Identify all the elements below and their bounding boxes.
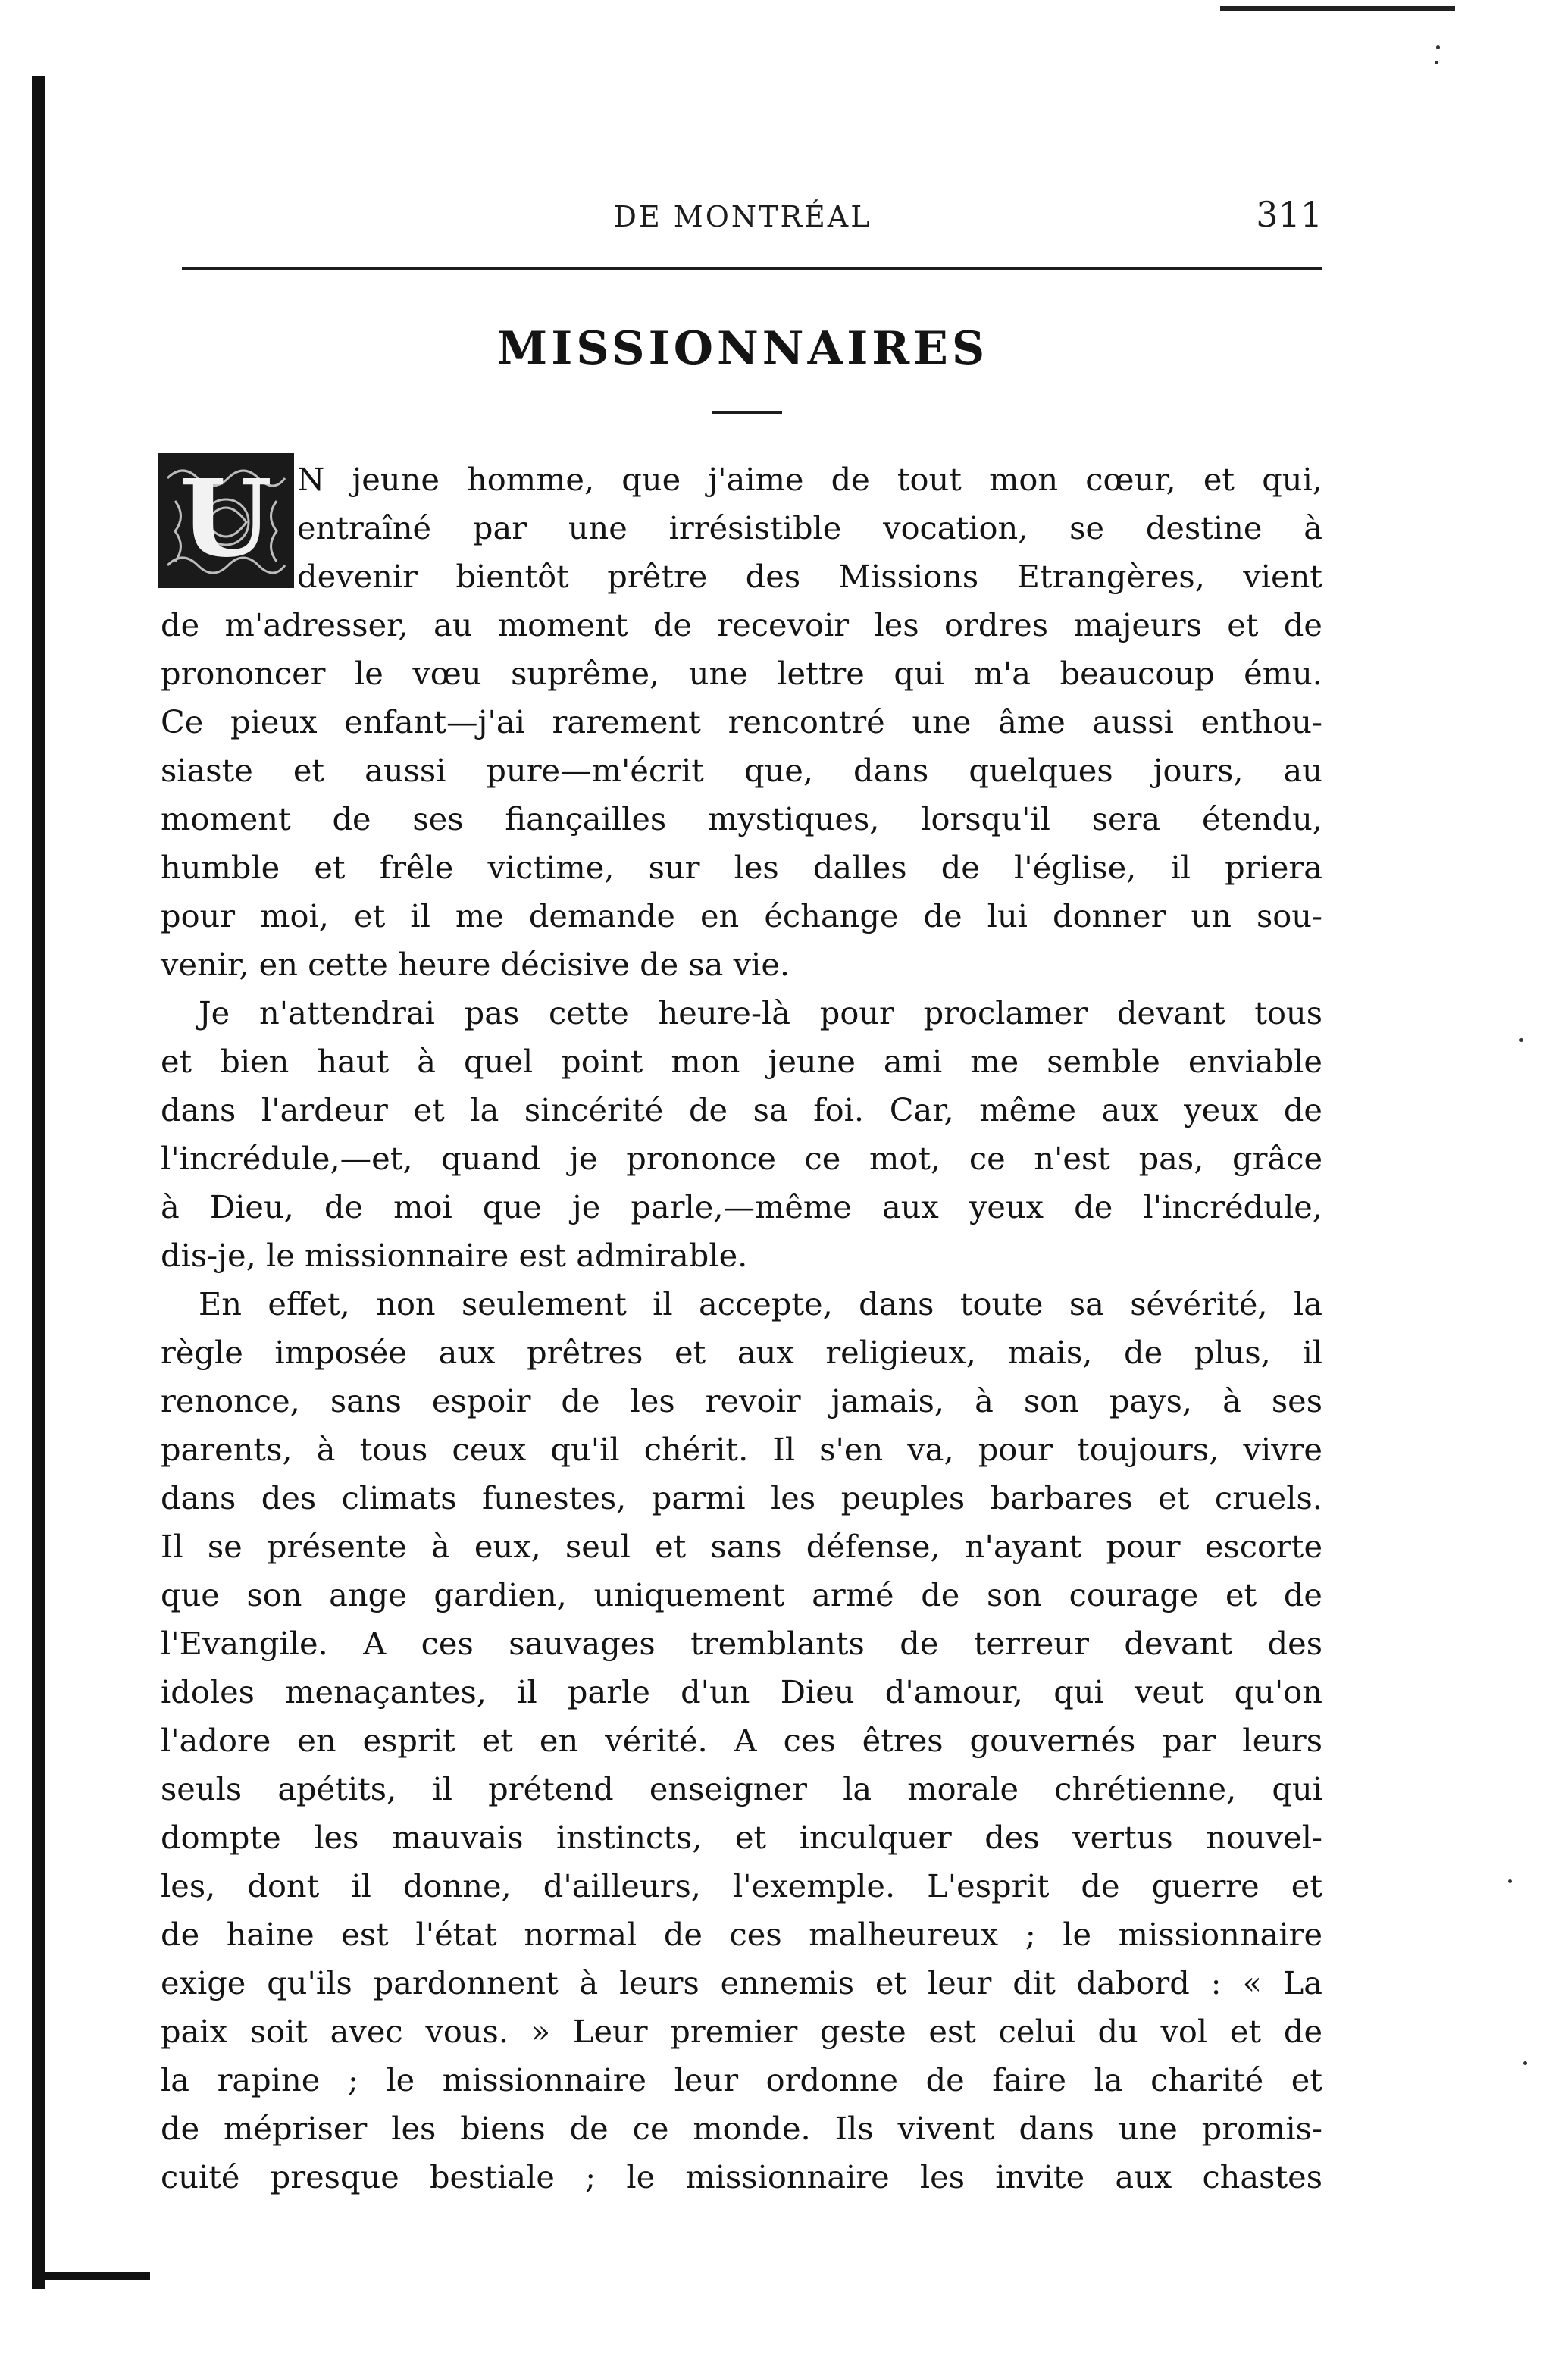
text-line: l'Evangile. A ces sauvages tremblants de terreur devant des: [161, 1625, 1322, 1662]
drop-cap-letter: U: [179, 457, 273, 581]
ink-speck: [1523, 2061, 1527, 2065]
page-number: 311: [1256, 194, 1322, 235]
text-line: Il se présente à eux, seul et sans défense, n'ayant pour escorte: [161, 1528, 1322, 1565]
text-line: dans l'ardeur et la sincérité de sa foi. Car, même aux yeux de: [161, 1091, 1322, 1128]
text-line: paix soit avec vous. » Leur premier geste est celui du vol et de: [161, 2013, 1322, 2050]
text-line: Je n'attendrai pas cette heure-là pour proclamer devant tous: [199, 994, 1322, 1031]
text-line: la rapine ; le missionnaire leur ordonne de faire la charité et: [161, 2061, 1322, 2098]
text-line: idoles menaçantes, il parle d'un Dieu d'amour, qui veut qu'on: [161, 1673, 1322, 1710]
text-line: entraîné par une irrésistible vocation, se destine à: [297, 509, 1322, 546]
page-binding-edge: [32, 76, 45, 2289]
text-line: siaste et aussi pure—m'écrit que, dans quelques jours, au: [161, 752, 1322, 789]
text-line: parents, à tous ceux qu'il chérit. Il s'en va, pour toujours, vivre: [161, 1431, 1322, 1468]
text-line: exige qu'ils pardonnent à leurs ennemis et leur dit dabord : « La: [161, 1964, 1322, 2001]
page-binding-edge-foot: [44, 2272, 150, 2280]
text-line: En effet, non seulement il accepte, dans toute sa sévérité, la: [199, 1285, 1322, 1322]
text-line: devenir bientôt prêtre des Missions Etrangères, vient: [297, 558, 1322, 595]
text-line: de mépriser les biens de ce monde. Ils vivent dans une promis-: [161, 2110, 1322, 2147]
top-edge-mark: [1220, 6, 1455, 11]
text-line: cuité presque bestiale ; le missionnaire les invite aux chastes: [161, 2158, 1322, 2195]
text-line: et bien haut à quel point mon jeune ami me semble enviable: [161, 1043, 1322, 1080]
text-line: humble et frêle victime, sur les dalles de l'église, il priera: [161, 849, 1322, 886]
text-line: à Dieu, de moi que je parle,—même aux yeux de l'incrédule,: [161, 1188, 1322, 1225]
section-title: MISSIONNAIRES: [496, 322, 989, 375]
text-line: renonce, sans espoir de les revoir jamais, à son pays, à ses: [161, 1382, 1322, 1419]
text-line: les, dont il donne, d'ailleurs, l'exemple. L'esprit de guerre et: [161, 1867, 1322, 1904]
ink-speck: [1436, 45, 1440, 49]
text-line: seuls apétits, il prétend enseigner la morale chrétienne, qui: [161, 1770, 1322, 1807]
text-line: de haine est l'état normal de ces malheureux ; le missionnaire: [161, 1916, 1322, 1953]
ink-speck: [1435, 61, 1438, 64]
ornamental-drop-cap: [158, 453, 294, 588]
text-line: l'adore en esprit et en vérité. A ces êtres gouvernés par leurs: [161, 1722, 1322, 1759]
text-line: N jeune homme, que j'aime de tout mon cœur, et qui,: [297, 461, 1322, 498]
running-title: DE MONTRÉAL: [613, 200, 872, 233]
page-header: [163, 194, 1322, 247]
ink-speck: [1519, 1038, 1523, 1042]
text-line: dompte les mauvais instincts, et inculquer des vertus nouvel-: [161, 1819, 1322, 1856]
text-line: moment de ses fiançailles mystiques, lorsqu'il sera étendu,: [161, 800, 1322, 837]
title-rule: [712, 411, 782, 414]
text-line: règle imposée aux prêtres et aux religieux, mais, de plus, il: [161, 1334, 1322, 1371]
text-line: prononcer le vœu suprême, une lettre qui m'a beaucoup ému.: [161, 655, 1322, 692]
text-line: l'incrédule,—et, quand je prononce ce mot, ce n'est pas, grâce: [161, 1140, 1322, 1177]
text-line: dis-je, le missionnaire est admirable.: [161, 1237, 748, 1274]
text-line: de m'adresser, au moment de recevoir les ordres majeurs et de: [161, 606, 1322, 643]
header-rule: [182, 267, 1322, 270]
text-line: que son ange gardien, uniquement armé de son courage et de: [161, 1576, 1322, 1613]
text-line: Ce pieux enfant—j'ai rarement rencontré une âme aussi enthou-: [161, 703, 1322, 740]
text-line: venir, en cette heure décisive de sa vie.: [161, 946, 790, 983]
text-line: pour moi, et il me demande en échange de lui donner un sou-: [161, 897, 1322, 934]
ink-speck: [1508, 1879, 1512, 1883]
text-line: dans des climats funestes, parmi les peuples barbares et cruels.: [161, 1479, 1322, 1516]
